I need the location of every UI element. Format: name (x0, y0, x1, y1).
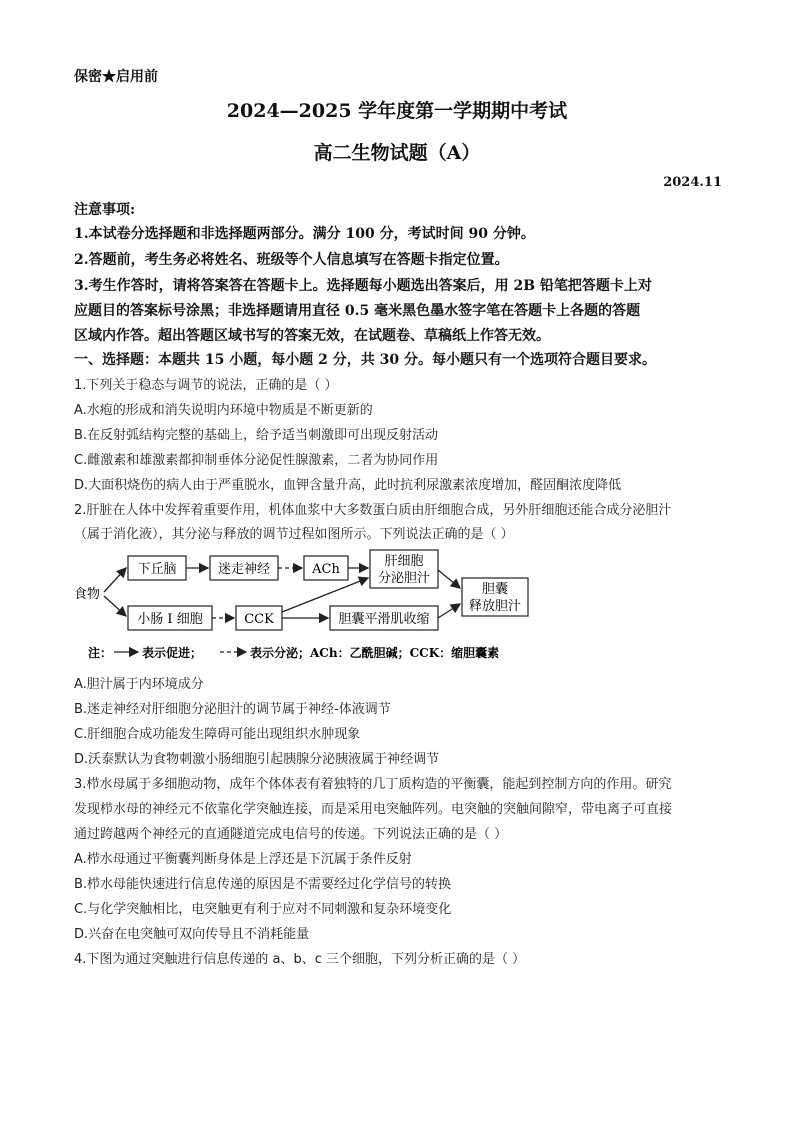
bile-regulation-diagram (74, 546, 544, 664)
liver-label-2: 分泌胆汁 (377, 571, 431, 586)
cck-label: CCK (244, 612, 274, 627)
notice-item: 2.答题前，考生务必将姓名、班级等个人信息填写在答题卡指定位置。 (74, 252, 509, 268)
question-stem: 1.下列关于稳态与调节的说法，正确的是（ ） (74, 378, 338, 393)
option-d: D.兴奋在电突触可双向传导且不消耗能量 (74, 927, 310, 942)
arrow-food-hypothalamus (104, 568, 126, 592)
question-stem: （属于消化液），其分泌与释放的调节过程如图所示。下列说法正确的是（ ） (74, 527, 514, 542)
option-d: D.大面积烧伤的病人由于严重脱水，血钾含量升高，此时抗利尿激素浓度增加，醛固酮浓度降低 (74, 478, 622, 493)
notice-item: 区域内作答。超出答题区域书写的答案无效，在试题卷、草稿纸上作答无效。 (74, 328, 550, 344)
hypothalamus-label: 下丘脑 (137, 562, 177, 577)
notice-item: 1.本试卷分选择题和非选择题两部分。满分 100 分，考试时间 90 分钟。 (74, 226, 535, 242)
option-d: D.沃泰默认为食物刺激小肠细胞引起胰腺分泌胰液属于神经调节 (74, 752, 440, 767)
option-b: B.栉水母能快速进行信息传递的原因是不需要经过化学信号的转换 (74, 877, 452, 892)
exam-title: 2024—2025 学年度第一学期期中考试 (226, 100, 568, 122)
gallbladder-muscle-label: 胆囊平滑肌收缩 (338, 612, 430, 627)
legend-secrete: 表示分泌；ACh：乙酰胆碱；CCK：缩胆囊素 (250, 646, 500, 660)
arrow-food-intestine (104, 596, 126, 616)
notice-heading: 注意事项: (74, 202, 136, 218)
option-a: A.栉水母通过平衡囊判断身体是上浮还是下沉属于条件反射 (74, 852, 412, 867)
notice-item: 3.考生作答时，请将答案答在答题卡上。选择题每小题选出答案后，用 2B 铅笔把答题卡上对 (74, 278, 652, 294)
question-stem: 通过跨越两个神经元的直通隧道完成电信号的传递。下列说法正确的是（ ） (74, 827, 508, 842)
arrow-muscle-gallbladder (438, 604, 460, 618)
confidential-label: 保密★启用前 (74, 69, 158, 85)
vagus-label: 迷走神经 (217, 562, 271, 577)
food-label: 食物 (74, 587, 101, 602)
question-stem: 4.下图为通过突触进行信息传递的 a、b、c 三个细胞，下列分析正确的是（ ） (74, 952, 526, 967)
option-c: C.与化学突触相比，电突触更有利于应对不同刺激和复杂环境变化 (74, 902, 452, 917)
gallbladder-label-1: 胆囊 (481, 582, 509, 597)
question-stem: 3.栉水母属于多细胞动物，成年个体体表有着独特的几丁质构造的平衡囊，能起到控制方向的作用。研究 (74, 777, 672, 792)
option-b: B.在反射弧结构完整的基础上，给予适当刺激即可出现反射活动 (74, 428, 439, 443)
question-stem: 2.肝脏在人体中发挥着重要作用，机体血浆中大多数蛋白质由肝细胞合成，另外肝细胞还能合成分泌胆汁 (74, 503, 672, 518)
legend-prefix: 注： (88, 646, 113, 660)
option-c: C.雌激素和雄激素都抑制垂体分泌促性腺激素，二者为协同作用 (74, 453, 439, 468)
question-stem: 发现栉水母的神经元不依靠化学突触连接，而是采用电突触阵列。电突触的突触间隙窄，带电离子可直接 (74, 802, 673, 817)
exam-subtitle: 高二生物试题（A） (313, 142, 481, 164)
arrow-liver-gallbladder (438, 570, 460, 588)
option-b: B.迷走神经对肝细胞分泌胆汁的调节属于神经-体液调节 (74, 702, 391, 717)
gallbladder-label-2: 释放胆汁 (468, 599, 522, 614)
liver-label-1: 肝细胞 (384, 554, 424, 569)
option-a: A.水疱的形成和消失说明内环境中物质是不断更新的 (74, 403, 373, 418)
ach-label: ACh (312, 562, 340, 577)
option-c: C.肝细胞合成功能发生障碍可能出现组织水肿现象 (74, 727, 361, 742)
intestine-label: 小肠 I 细胞 (137, 612, 203, 627)
section-heading: 一、选择题：本题共 15 小题，每小题 2 分，共 30 分。每小题只有一个选项符合题目要求。 (74, 352, 656, 368)
notice-item: 应题目的答案标号涂黑；非选择题请用直径 0.5 毫米黑色墨水签字笔在答题卡上各题的答题 (74, 303, 641, 319)
option-a: A.胆汁属于内环境成分 (74, 677, 204, 692)
exam-date: 2024.11 (663, 175, 722, 190)
legend-promote: 表示促进； (142, 646, 203, 660)
